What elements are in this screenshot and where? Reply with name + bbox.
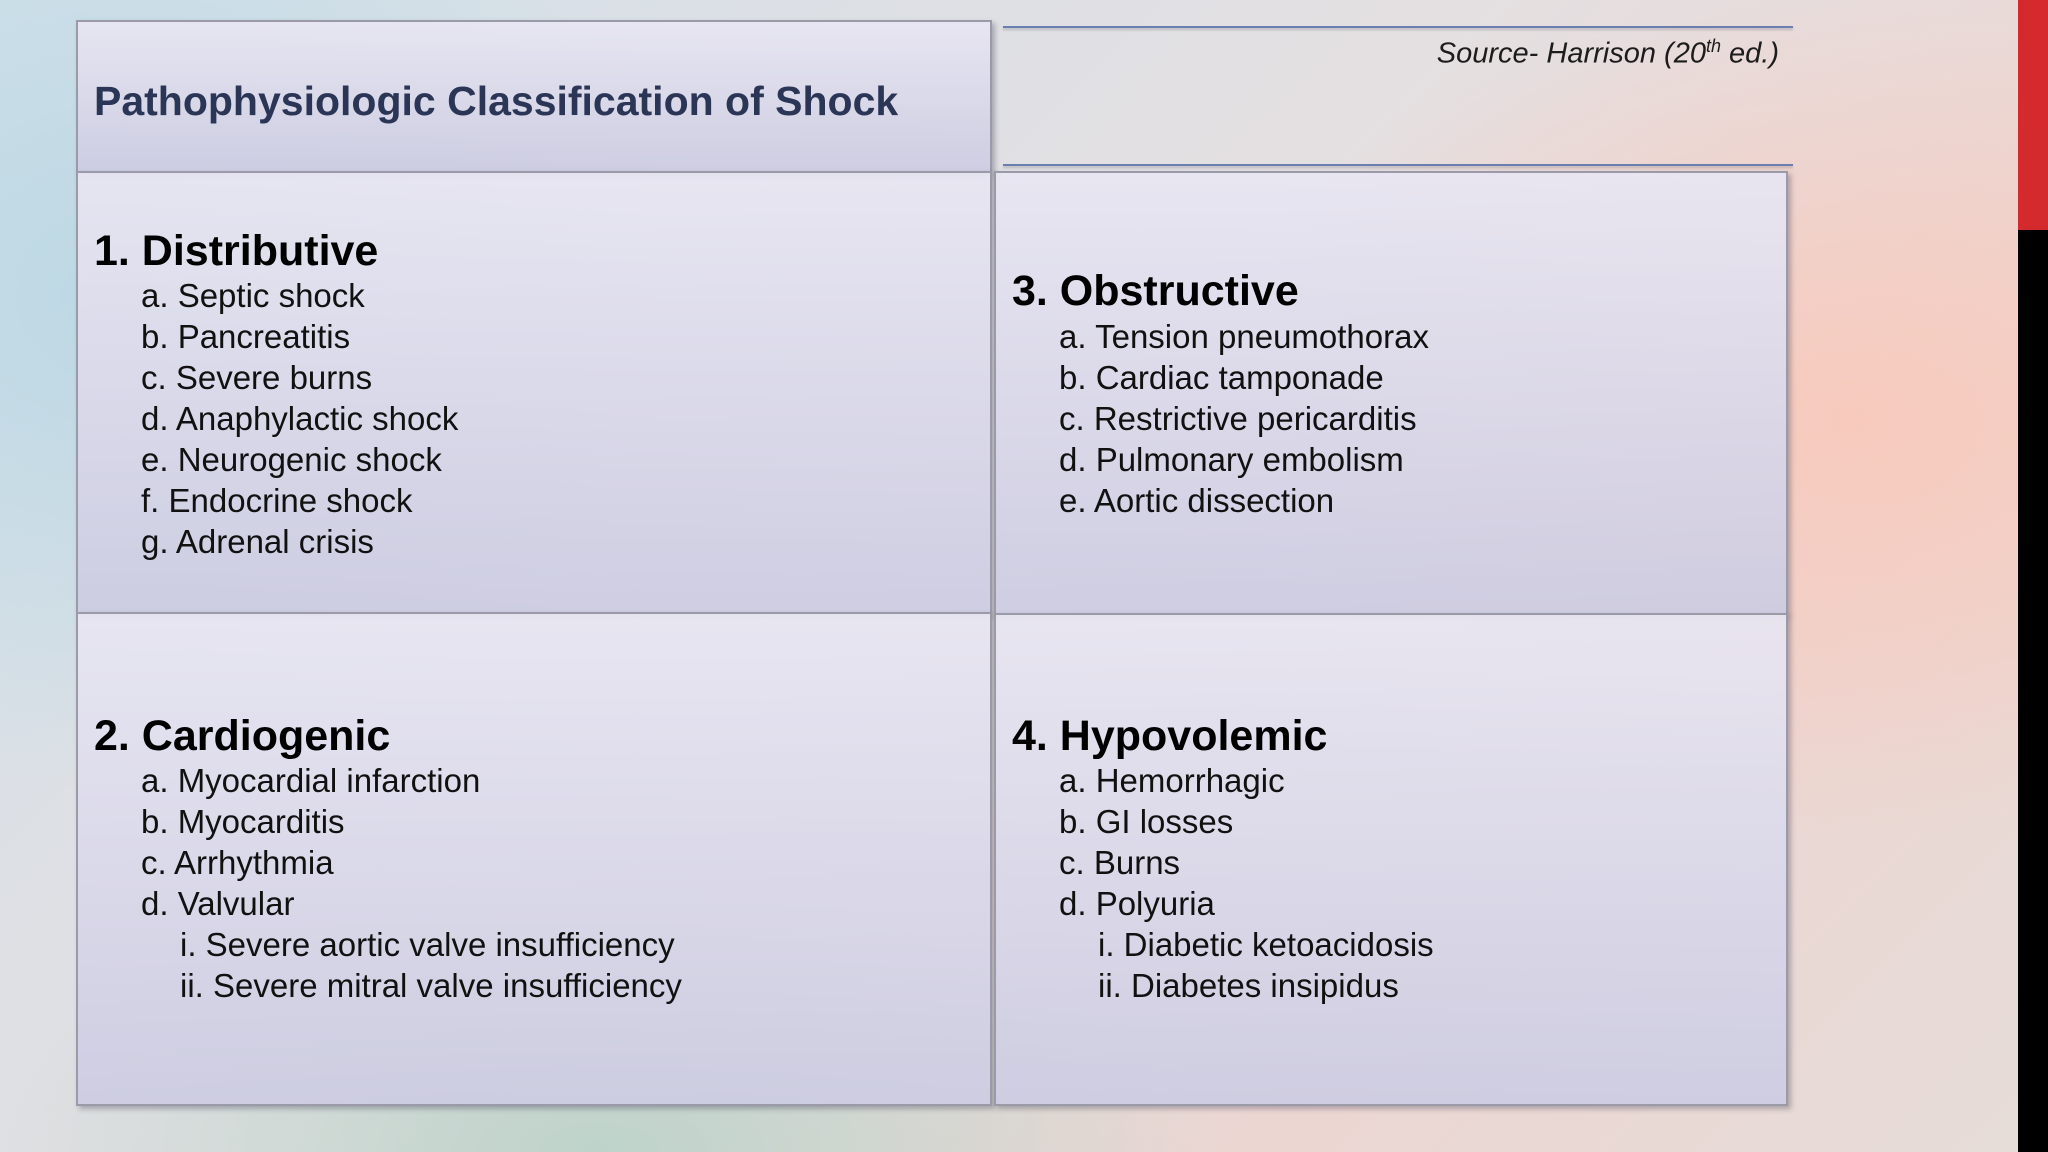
cell-cardiogenic xyxy=(76,612,992,1106)
list-item: a. Septic shock xyxy=(141,277,365,314)
list-item: c. Severe burns xyxy=(141,359,373,396)
source-suffix: ed.) xyxy=(1720,37,1779,70)
list-item: a. Myocardial infarction xyxy=(141,762,481,799)
cell-distributive xyxy=(76,171,992,614)
source-citation xyxy=(1437,36,1779,71)
list-item: b. Myocarditis xyxy=(141,803,345,840)
slide-edge-accent xyxy=(2018,0,2048,230)
heading-distributive: 1. Distributive xyxy=(94,227,379,275)
heading-hypovolemic: 4. Hypovolemic xyxy=(1012,712,1328,760)
heading-obstructive: 3. Obstructive xyxy=(1012,267,1299,315)
list-item: f. Endocrine shock xyxy=(141,482,413,519)
list-hypovolemic xyxy=(1012,760,1434,1006)
sub-list-item: ii. Diabetes insipidus xyxy=(1098,967,1399,1004)
source-top-rule xyxy=(1003,26,1793,28)
cell-hypovolemic xyxy=(994,613,1788,1106)
heading-cardiogenic: 2. Cardiogenic xyxy=(94,712,391,760)
list-item: a. Tension pneumothorax xyxy=(1059,318,1429,355)
source-superscript: th xyxy=(1705,36,1721,56)
sub-list-item: i. Severe aortic valve insufficiency xyxy=(180,926,675,963)
list-item: g. Adrenal crisis xyxy=(141,523,374,560)
list-item: b. GI losses xyxy=(1059,803,1234,840)
sub-list-item: ii. Severe mitral valve insufficiency xyxy=(180,967,682,1004)
list-item: d. Polyuria xyxy=(1059,885,1215,922)
sub-list-item: i. Diabetic ketoacidosis xyxy=(1098,926,1434,963)
list-item: c. Restrictive pericarditis xyxy=(1059,400,1417,437)
list-item: c. Burns xyxy=(1059,844,1181,881)
source-prefix: Source- Harrison (20 xyxy=(1436,37,1706,70)
list-item: a. Hemorrhagic xyxy=(1059,762,1285,799)
list-item: d. Valvular xyxy=(141,885,295,922)
list-obstructive xyxy=(1012,316,1429,521)
list-item: d. Pulmonary embolism xyxy=(1059,441,1404,478)
list-item: b. Cardiac tamponade xyxy=(1059,359,1384,396)
source-bottom-rule xyxy=(1003,164,1793,166)
title-cell xyxy=(76,20,992,173)
list-item: d. Anaphylactic shock xyxy=(141,400,459,437)
source-box xyxy=(1003,26,1793,166)
cell-obstructive xyxy=(994,171,1788,615)
list-item: e. Aortic dissection xyxy=(1059,482,1335,519)
list-item: c. Arrhythmia xyxy=(141,844,334,881)
list-item: b. Pancreatitis xyxy=(141,318,351,355)
list-distributive xyxy=(94,275,458,562)
slide-title: Pathophysiologic Classification of Shock xyxy=(94,78,899,124)
list-item: e. Neurogenic shock xyxy=(141,441,442,478)
list-cardiogenic xyxy=(94,760,682,1006)
